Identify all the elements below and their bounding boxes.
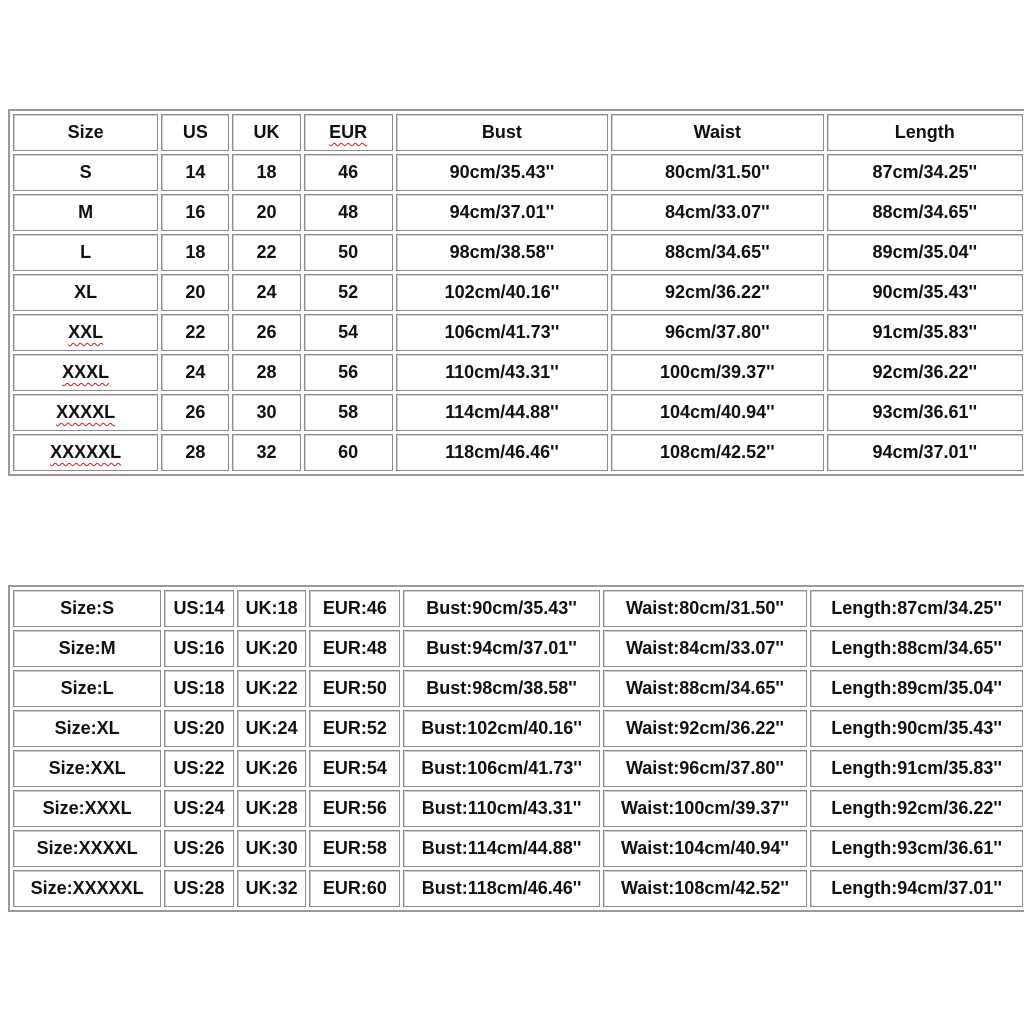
cell-waist: Waist:92cm/36.22'' (603, 710, 808, 747)
cell-bust: 110cm/43.31'' (396, 354, 608, 391)
cell-us: US:22 (164, 750, 234, 787)
table-row (13, 750, 1023, 787)
cell-eur: 58 (304, 394, 393, 431)
cell-eur: EUR:46 (309, 590, 400, 627)
cell-us: US:24 (164, 790, 234, 827)
cell-waist: Waist:80cm/31.50'' (603, 590, 808, 627)
cell-bust: Bust:90cm/35.43'' (403, 590, 599, 627)
cell-waist: Waist:100cm/39.37'' (603, 790, 808, 827)
cell-length: Length:94cm/37.01'' (810, 870, 1023, 907)
cell-bust: 102cm/40.16'' (396, 274, 608, 311)
table-row (13, 394, 1023, 431)
header-waist: Waist (611, 114, 823, 151)
cell-uk: UK:26 (237, 750, 307, 787)
cell-length: 87cm/34.25'' (827, 154, 1023, 191)
cell-length: Length:90cm/35.43'' (810, 710, 1023, 747)
cell-bust: Bust:94cm/37.01'' (403, 630, 599, 667)
cell-bust: Bust:114cm/44.88'' (403, 830, 599, 867)
size-chart-table-bottom (8, 585, 1024, 912)
cell-uk: UK:18 (237, 590, 307, 627)
cell-length: Length:92cm/36.22'' (810, 790, 1023, 827)
cell-waist: Waist:96cm/37.80'' (603, 750, 808, 787)
cell-bust: 118cm/46.46'' (396, 434, 608, 471)
cell-length: 89cm/35.04'' (827, 234, 1023, 271)
header-eur: EUR (304, 114, 393, 151)
cell-uk: 30 (232, 394, 300, 431)
cell-waist: 100cm/39.37'' (611, 354, 823, 391)
table-row (13, 790, 1023, 827)
cell-uk: 28 (232, 354, 300, 391)
cell-uk: UK:30 (237, 830, 307, 867)
cell-length: 91cm/35.83'' (827, 314, 1023, 351)
header-length: Length (827, 114, 1023, 151)
header-row (13, 114, 1023, 151)
cell-length: Length:91cm/35.83'' (810, 750, 1023, 787)
cell-us: US:28 (164, 870, 234, 907)
cell-bust: Bust:110cm/43.31'' (403, 790, 599, 827)
table-row (13, 670, 1023, 707)
cell-waist: Waist:88cm/34.65'' (603, 670, 808, 707)
cell-us: 20 (161, 274, 229, 311)
cell-eur: EUR:52 (309, 710, 400, 747)
header-us: US (161, 114, 229, 151)
cell-eur: EUR:48 (309, 630, 400, 667)
table-row (13, 590, 1023, 627)
cell-size: Size:XXXXL (13, 830, 161, 867)
table-row (13, 234, 1023, 271)
cell-uk: UK:24 (237, 710, 307, 747)
cell-size: Size:XXL (13, 750, 161, 787)
cell-waist: Waist:104cm/40.94'' (603, 830, 808, 867)
cell-waist: 108cm/42.52'' (611, 434, 823, 471)
cell-eur: 56 (304, 354, 393, 391)
table-row (13, 870, 1023, 907)
cell-size: XXL (13, 314, 158, 351)
cell-uk: UK:20 (237, 630, 307, 667)
cell-size: Size:XXXL (13, 790, 161, 827)
cell-eur: 60 (304, 434, 393, 471)
cell-us: 24 (161, 354, 229, 391)
cell-eur: 52 (304, 274, 393, 311)
cell-us: US:18 (164, 670, 234, 707)
cell-us: 14 (161, 154, 229, 191)
cell-size: XXXXXL (13, 434, 158, 471)
table-row (13, 710, 1023, 747)
cell-size: Size:XXXXXL (13, 870, 161, 907)
table-row (13, 314, 1023, 351)
header-bust: Bust (396, 114, 608, 151)
cell-size: XXXL (13, 354, 158, 391)
table-row (13, 194, 1023, 231)
cell-bust: 106cm/41.73'' (396, 314, 608, 351)
table-row (13, 830, 1023, 867)
cell-length: Length:89cm/35.04'' (810, 670, 1023, 707)
cell-eur: EUR:54 (309, 750, 400, 787)
cell-waist: 88cm/34.65'' (611, 234, 823, 271)
cell-uk: 24 (232, 274, 300, 311)
table-row (13, 434, 1023, 471)
cell-size: Size:XL (13, 710, 161, 747)
cell-waist: Waist:84cm/33.07'' (603, 630, 808, 667)
cell-eur: 50 (304, 234, 393, 271)
cell-us: 28 (161, 434, 229, 471)
cell-waist: 84cm/33.07'' (611, 194, 823, 231)
cell-length: Length:87cm/34.25'' (810, 590, 1023, 627)
table-row (13, 154, 1023, 191)
cell-bust: 90cm/35.43'' (396, 154, 608, 191)
table-row (13, 354, 1023, 391)
cell-size: XXXXL (13, 394, 158, 431)
table-row (13, 274, 1023, 311)
cell-us: 18 (161, 234, 229, 271)
cell-length: 88cm/34.65'' (827, 194, 1023, 231)
cell-size: L (13, 234, 158, 271)
cell-uk: 22 (232, 234, 300, 271)
cell-waist: 80cm/31.50'' (611, 154, 823, 191)
cell-size: Size:S (13, 590, 161, 627)
cell-bust: Bust:98cm/38.58'' (403, 670, 599, 707)
cell-size: M (13, 194, 158, 231)
cell-uk: 18 (232, 154, 300, 191)
cell-us: US:20 (164, 710, 234, 747)
cell-bust: 114cm/44.88'' (396, 394, 608, 431)
cell-us: 22 (161, 314, 229, 351)
cell-us: US:26 (164, 830, 234, 867)
header-size: Size (13, 114, 158, 151)
cell-length: 92cm/36.22'' (827, 354, 1023, 391)
cell-uk: UK:28 (237, 790, 307, 827)
cell-size: Size:M (13, 630, 161, 667)
cell-length: Length:93cm/36.61'' (810, 830, 1023, 867)
cell-eur: EUR:50 (309, 670, 400, 707)
cell-us: 26 (161, 394, 229, 431)
cell-uk: 32 (232, 434, 300, 471)
cell-bust: Bust:102cm/40.16'' (403, 710, 599, 747)
cell-bust: 94cm/37.01'' (396, 194, 608, 231)
cell-waist: Waist:108cm/42.52'' (603, 870, 808, 907)
cell-size: Size:L (13, 670, 161, 707)
size-chart-table-top (8, 109, 1024, 476)
cell-length: 93cm/36.61'' (827, 394, 1023, 431)
cell-uk: 26 (232, 314, 300, 351)
cell-bust: Bust:118cm/46.46'' (403, 870, 599, 907)
cell-eur: EUR:60 (309, 870, 400, 907)
cell-eur: EUR:56 (309, 790, 400, 827)
cell-us: US:14 (164, 590, 234, 627)
cell-eur: 46 (304, 154, 393, 191)
cell-length: Length:88cm/34.65'' (810, 630, 1023, 667)
cell-uk: UK:32 (237, 870, 307, 907)
cell-us: US:16 (164, 630, 234, 667)
cell-eur: 54 (304, 314, 393, 351)
cell-size: XL (13, 274, 158, 311)
cell-waist: 96cm/37.80'' (611, 314, 823, 351)
header-uk: UK (232, 114, 300, 151)
cell-size: S (13, 154, 158, 191)
cell-uk: 20 (232, 194, 300, 231)
cell-length: 90cm/35.43'' (827, 274, 1023, 311)
cell-waist: 104cm/40.94'' (611, 394, 823, 431)
cell-bust: Bust:106cm/41.73'' (403, 750, 599, 787)
cell-length: 94cm/37.01'' (827, 434, 1023, 471)
cell-waist: 92cm/36.22'' (611, 274, 823, 311)
table-row (13, 630, 1023, 667)
cell-uk: UK:22 (237, 670, 307, 707)
cell-eur: EUR:58 (309, 830, 400, 867)
cell-bust: 98cm/38.58'' (396, 234, 608, 271)
cell-us: 16 (161, 194, 229, 231)
cell-eur: 48 (304, 194, 393, 231)
